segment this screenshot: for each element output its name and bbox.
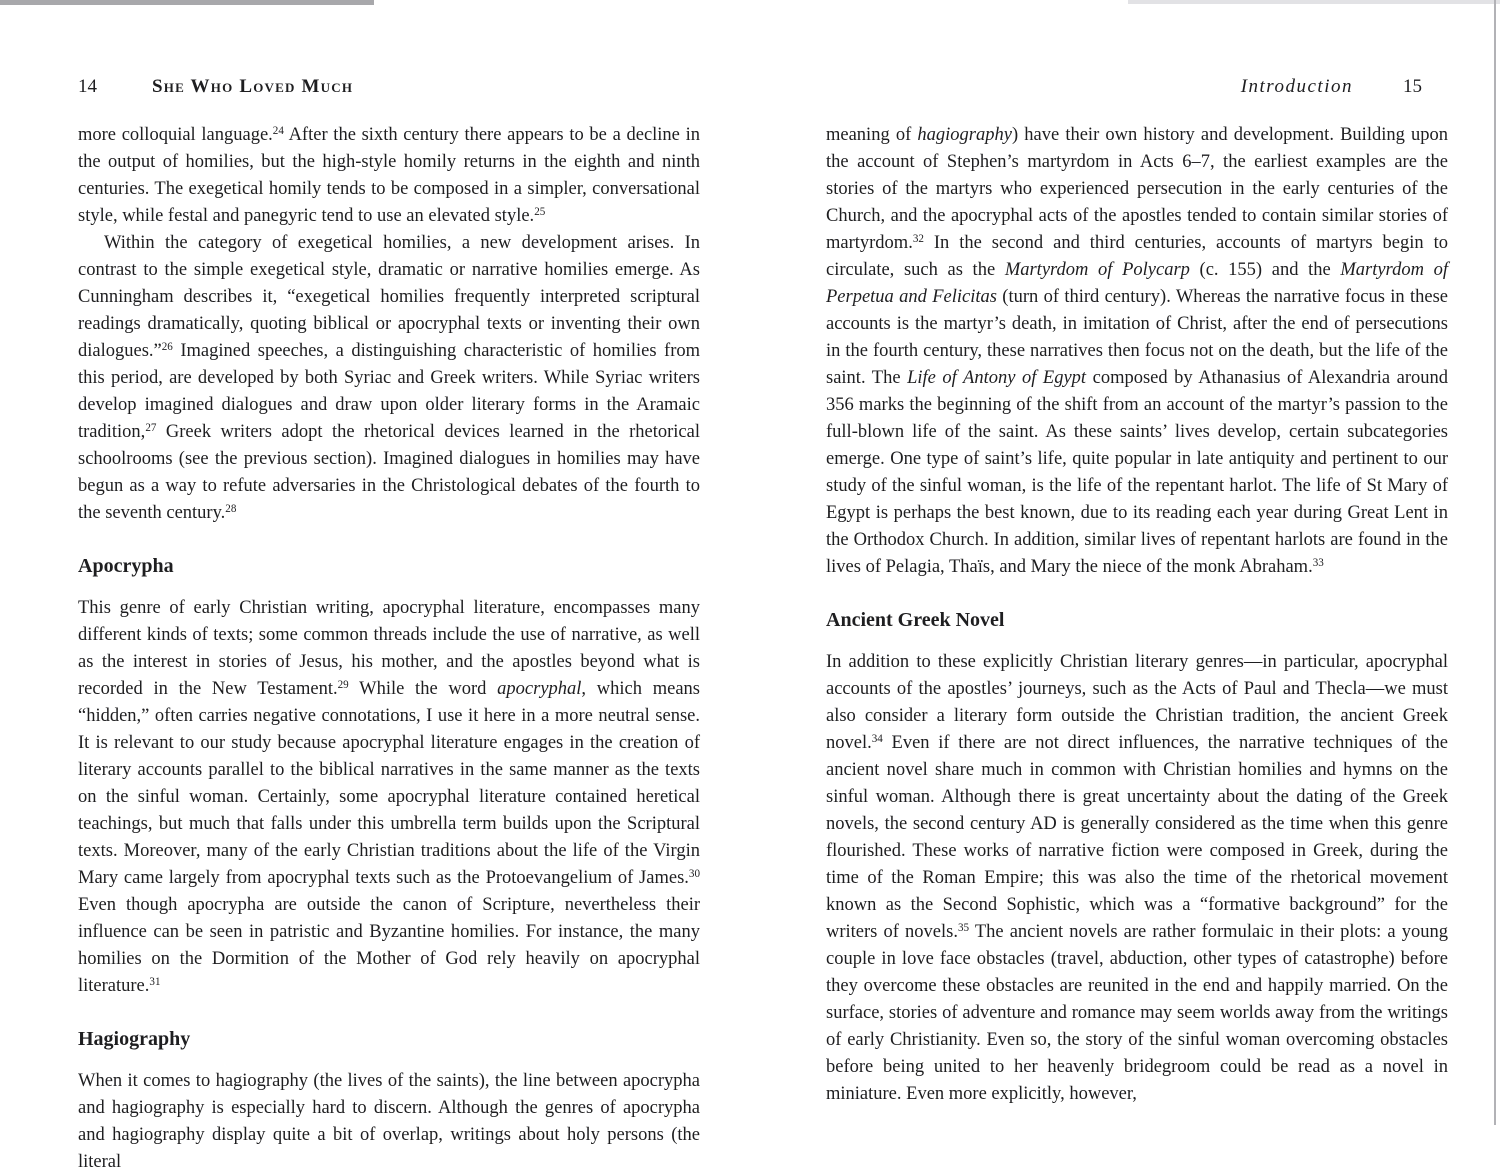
page-header-right [826,75,1448,98]
text-run: In the second and third centuries, accounts of martyrs begin to circulate, such as the [826,233,1448,280]
italic-text: hagiography [917,125,1012,145]
text-run: Even though apocrypha are outside the canon of Scripture, nevertheless their influence can be seen in patristic and Byzantine homilies. For instance, the many homilies on the Dormition of the Mother of God rely heavily on apocryphal literature. [78,895,700,996]
text-run: This genre of early Christian writing, apocryphal literature, encompasses many different kinds of texts; some common threads include the use of narrative, as well as the interest in stories of Jesus, his mother, and the apostles beyond what is recorded in the New Testament. [78,598,700,699]
text-run: In addition to these explicitly Christian literary genres—in particular, apocryphal accounts of the apostles’ journeys, such as the Acts of Paul and Thecla—we must also consider a literary form outside the Christian tradition, the ancient Greek novel. [826,652,1448,753]
text-run: Within the category of exegetical homilies, a new development arises. In contrast to the simple exegetical style, dramatic or narrative homilies emerge. As Cunningham describes it, “exegetical homilies frequently interpreted scriptural readings dramatically, quoting biblical or apocryphal texts or inventing their own dialogues.” [78,233,700,361]
paragraph [78,1068,700,1176]
footnote-ref: 26 [161,340,173,353]
text-run: After the sixth century there appears to be a decline in the output of homilies, but the high-style homily returns in the eighth and ninth centuries. The exegetical homily tends to be composed in a simpler, conversational style, while festal and panegyric tend to use an elevated style. [78,125,700,226]
italic-text: Martyrdom of Polycarp [1004,260,1190,280]
page-body-right [826,122,1448,1108]
text-run: Hagiography [78,1028,191,1050]
text-run: meaning of [826,125,918,145]
page-header-left [78,75,700,98]
footnote-ref: 25 [534,205,546,218]
text-run: , which means “hidden,” often carries negative connotations, I use it here in a more neutral sense. It is relevant to our study because apocryphal literature engages in the creation of literary accounts parallel to the biblical narratives in the same manner as the texts on the sinful woman. Certainly, some apocryphal literature contained heretical teachings, but much that falls under this umbrella term builds upon the Scriptural texts. Moreover, many of the early Christian traditions about the life of the Virgin Mary came largely from apocryphal texts such as the Protoevangelium of James. [78,679,700,888]
paragraph [826,649,1448,1108]
text-run: Imagined speeches, a distinguishing characteristic of homilies from this period, are developed by both Syriac and Greek writers. While Syriac writers develop imagined dialogues and draw upon older literary forms in the Aramaic tradition, [78,341,700,442]
text-run: The ancient novels are rather formulaic in their plots: a young couple in love face obstacles (travel, abduction, other types of catastrophe) before they overcome these obstacles are reunited in the end and happily married. On the surface, stories of adventure and romance may seem worlds away from the writings of early Christianity. Even so, the story of the sinful woman overcoming obstacles before being united to her heavenly bridegroom could be read as a novel in miniature. Even more explicitly, however, [826,922,1448,1104]
page-number: 14 [78,76,97,97]
text-run: ) have their own history and development. Building upon the account of Stephen’s martyrdom in Acts 6–7, the earliest examples are the stories of the martyrs who experienced persecution in the early centuries of the Church, and the apocryphal acts of the apostles tended to contain similar stories of martyrdom. [826,125,1448,253]
page-body-left [78,122,700,1176]
italic-text: apocryphal [497,679,582,699]
text-run: (turn of third century). Whereas the narrative focus in these accounts is the martyr’s death, in imitation of Christ, after the end of persecutions in the fourth century, these narratives then focus not on the death, but the life of the saint. The [826,287,1448,388]
footnote-ref: 32 [912,232,924,245]
footnote-ref: 31 [149,975,161,988]
footnote-ref: 27 [145,421,157,434]
footnote-ref: 30 [688,867,700,880]
italic-text: Life of Antony of Egypt [907,368,1087,388]
footnote-ref: 35 [957,921,970,934]
footnote-ref: 24 [272,124,284,137]
italic-text: Martyrdom of Perpetua and Felicitas [826,260,1448,307]
paragraph [78,122,700,230]
footnote-ref: 29 [337,678,349,691]
page-right [826,0,1448,1108]
text-run: Ancient Greek Novel [826,609,1005,631]
page-left [78,0,700,1176]
paragraph [78,230,700,527]
text-run: Even if there are not direct influences, the narrative techniques of the ancient novel share much in common with Christian homilies and hymns on the sinful woman. Although there is great uncertainty about the dating of the Greek novels, the second century AD is generally considered as the time when this genre flourished. These works of narrative fiction were composed in Greek, during the time of the Roman Empire; this was also the time of the rhetorical movement known as the Second Sophistic, which was a “formative background” for the writers of novels. [826,733,1448,942]
footnote-ref: 34 [871,732,883,745]
text-run: Greek writers adopt the rhetorical devices learned in the rhetorical schoolrooms (see the previous section). Imagined dialogues in homilies may have begun as a way to refute adversaries in the Christological debates of the fourth to the seventh century. [78,422,700,523]
text-run: Apocrypha [78,555,174,577]
text-run: (c. 155) and the [1189,260,1341,280]
running-header: She Who Loved Much [152,76,354,97]
text-run: composed by Athanasius of Alexandria around 356 marks the beginning of the shift from an account of the martyr’s passion to the full-blown life of the saint. As these saints’ lives develop, certain subcategories emerge. One type of saint’s life, quite popular in late antiquity and pertinent to our study of the sinful woman, is the life of the repentant harlot. The life of St Mary of Egypt is perhaps the best known, due to its reading each year during Great Lent in the Orthodox Church. In addition, similar lives of repentant harlots are found in the lives of Pelagia, Thaïs, and Mary the niece of the monk Abraham. [826,368,1448,577]
page-number: 15 [1403,76,1422,97]
section-heading [78,553,700,580]
text-run: While the word [348,679,498,699]
paragraph [826,122,1448,581]
footnote-ref: 28 [225,502,237,515]
text-run: When it comes to hagiography (the lives of the saints), the line between apocrypha and hagiography is especially hard to discern. Although the genres of apocrypha and hagiography display quite a bit of overlap, writings about holy persons (the literal [78,1071,700,1172]
paragraph [78,595,700,1000]
section-heading [826,607,1448,634]
section-heading [78,1026,700,1053]
scan-edge-artifact-right [1494,0,1496,1125]
running-header: Introduction [1240,76,1353,97]
text-run: more colloquial language. [78,125,273,145]
footnote-ref: 33 [1312,556,1324,569]
